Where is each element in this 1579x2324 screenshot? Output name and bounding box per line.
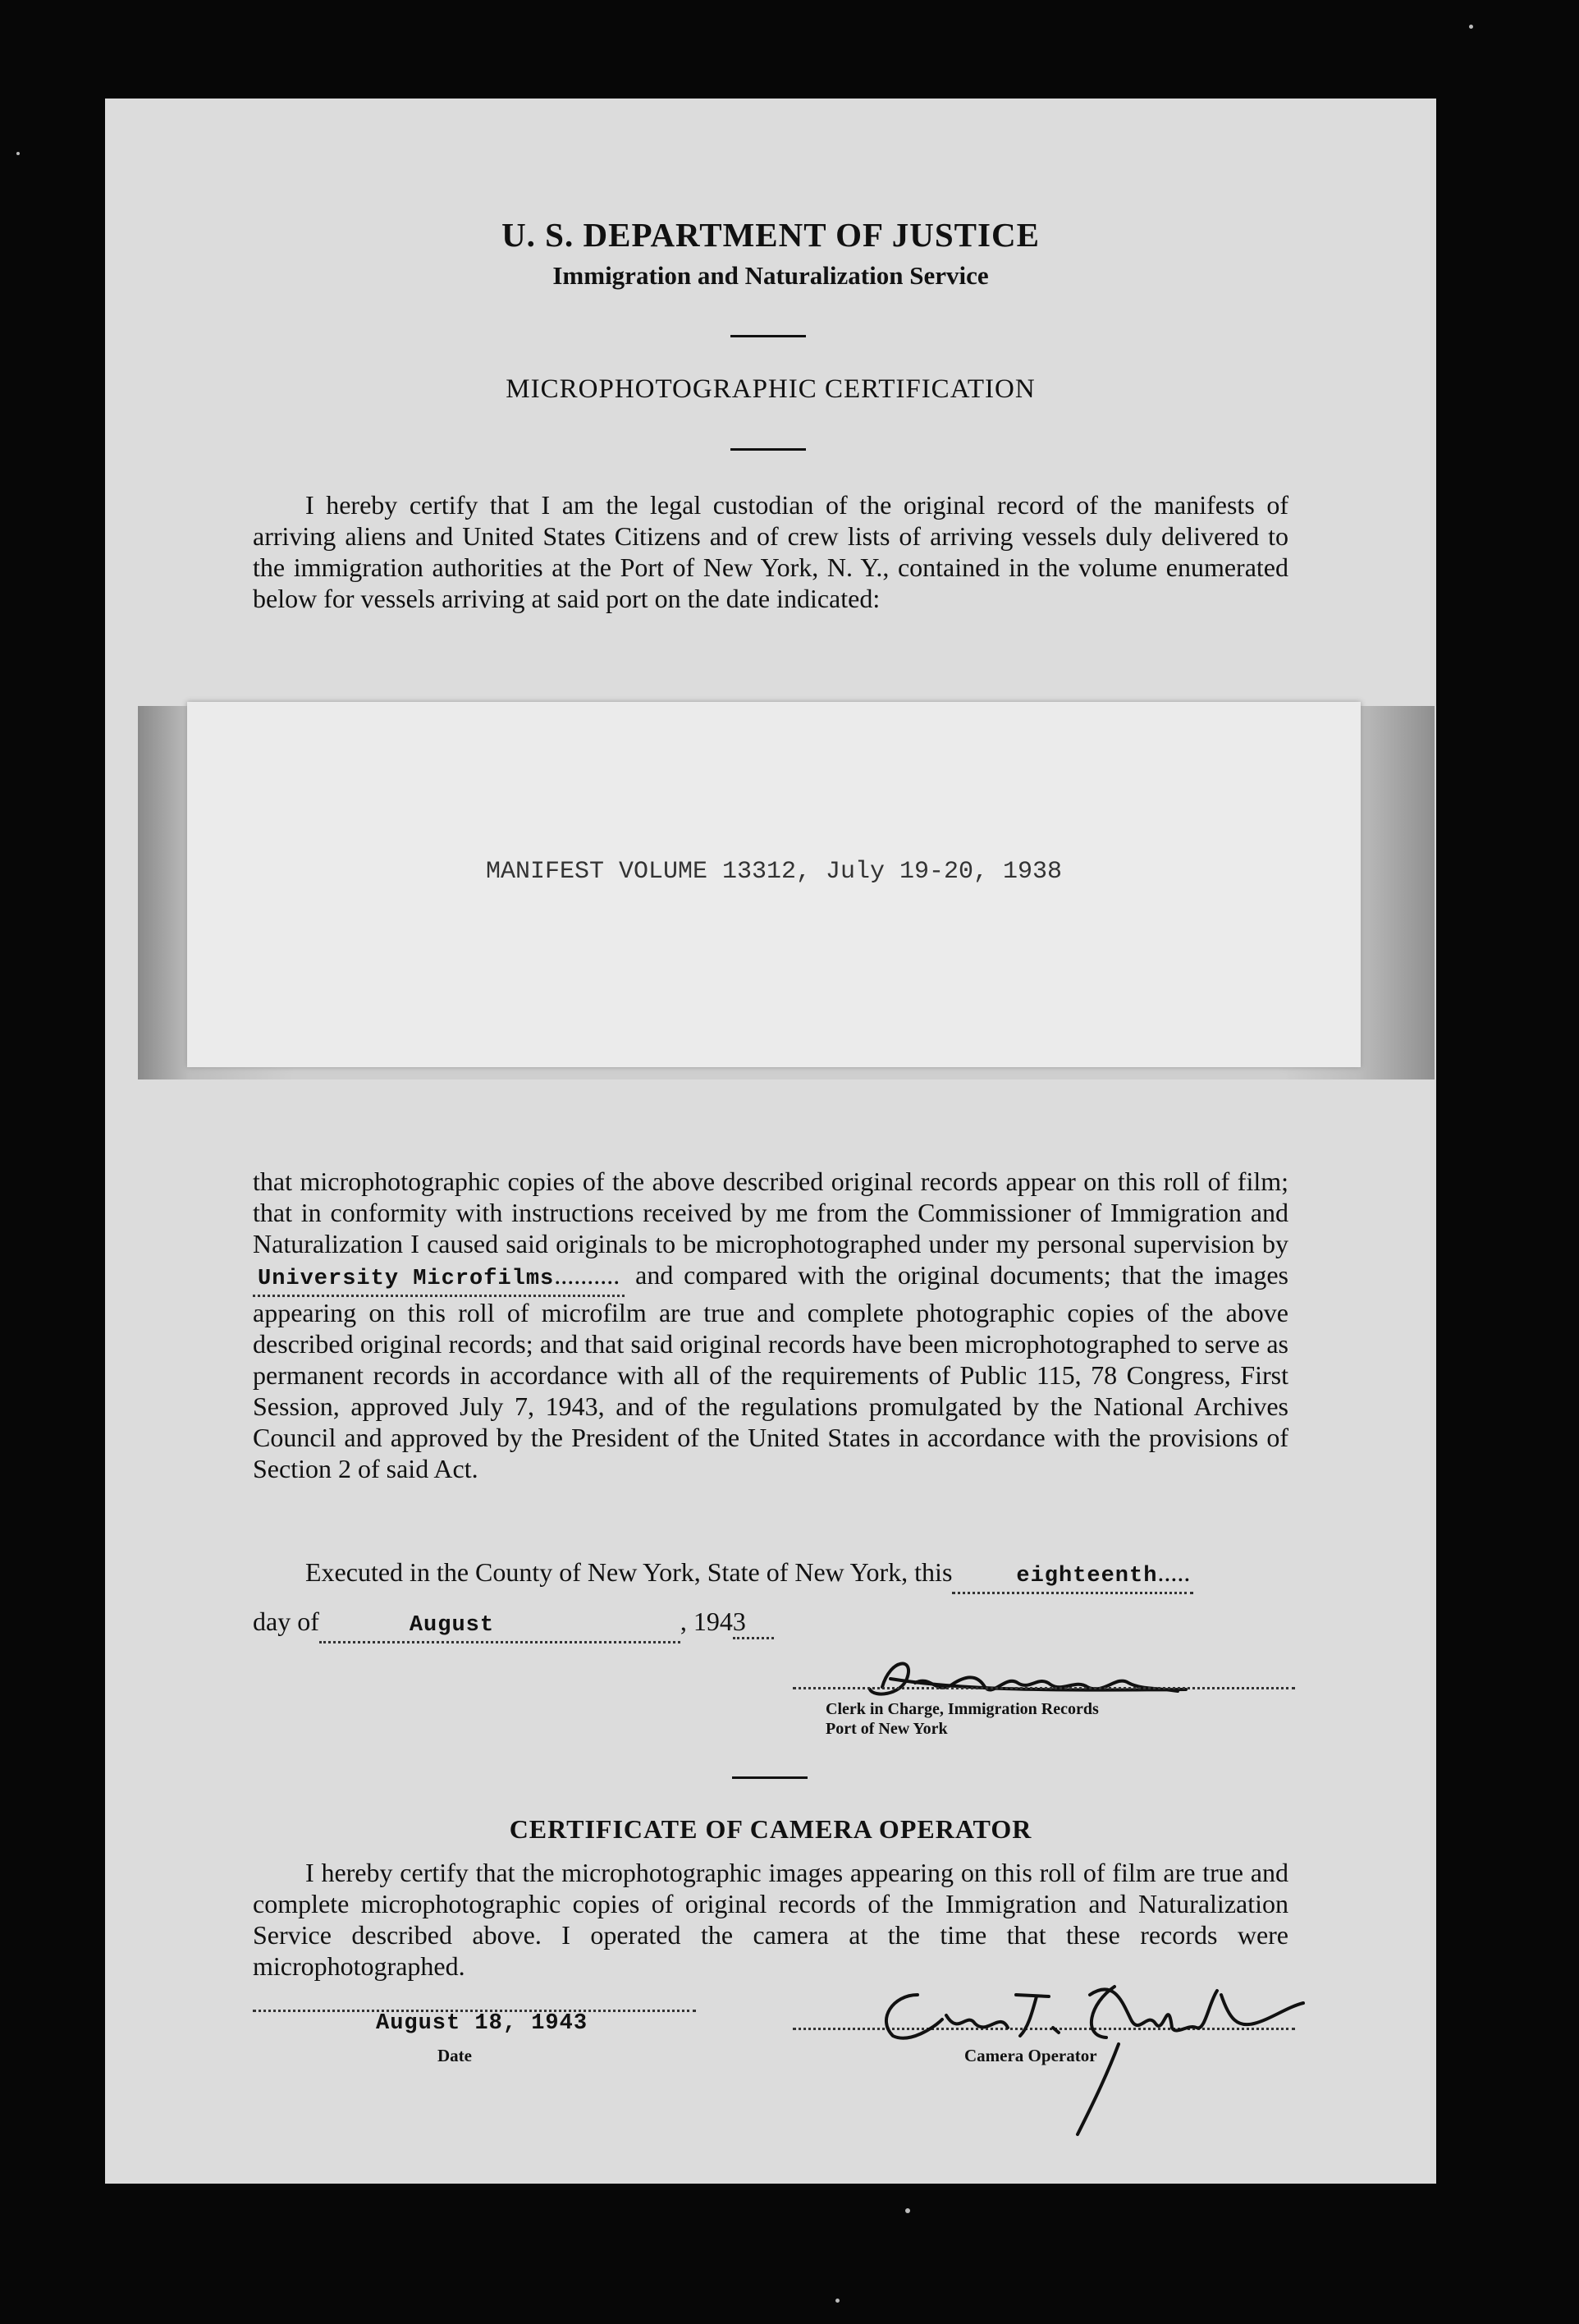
intro-paragraph: I hereby certify that I am the legal custodian of the original record of the manifests of arriving aliens and United States Citizens and of crew lists of arriving vessels duly delivered to the immigration authorities at the Port of New York, N. Y., contained in the volume enumerated below for vessels arriving at said port on the date indicated:: [253, 490, 1288, 613]
divider: [730, 335, 806, 337]
body-text-part1: that microphotographic copies of the above described original records appear on this roll of film; that in conformity with instructions received by me from the Commissioner of Immigration and Naturalization I caused said originals to be microphotographed under my personal supervision by: [253, 1167, 1288, 1258]
date-label: Date: [437, 2046, 472, 2065]
volume-insert-card: [187, 702, 1361, 1067]
clerk-title-line1: Clerk in Charge, Immigration Records: [826, 1700, 1099, 1718]
operator-paragraph: I hereby certify that the microphotographic images appearing on this roll of film are true and complete microphotographic copies of original records of the Immigration and Naturalization Service described above. I operated the camera at the time that these records were microphotographed.: [253, 1858, 1288, 1981]
day-of-label: day of: [253, 1607, 319, 1636]
body-text-part2: and compared with the original documents; that the images appearing on this roll of microfilm are true and complete photographic copies of the above described original records; and that said original records have been microphotographed to serve as permanent records in accordance with all of the requirements of Public 115, 78 Congress, First Session, approved July 7, 1943, and of the regulations promulgated by the National Archives Council and approved by the President of the United States in accordance with the provisions of Section 2 of said Act.: [253, 1260, 1289, 1483]
clerk-title-line2: Port of New York: [826, 1720, 948, 1738]
service-subtitle: Immigration and Naturalization Service: [552, 261, 989, 290]
volume-text: MANIFEST VOLUME 13312, July 19-20, 1938: [485, 858, 1063, 886]
clerk-signature-line: [793, 1687, 1295, 1689]
divider: [732, 1776, 808, 1779]
camera-operator-label: Camera Operator: [964, 2046, 1097, 2065]
day-of-line: [253, 1606, 1288, 1643]
camera-operator-signature: [844, 1946, 1336, 2143]
operator-date-value: August 18, 1943: [376, 2011, 588, 2036]
department-title: U. S. DEPARTMENT OF JUSTICE: [501, 216, 1040, 254]
photographer-field: University Microfilms..........: [253, 1259, 625, 1297]
film-speck: [905, 2208, 910, 2213]
film-speck: [16, 152, 20, 155]
film-speck: [1469, 25, 1473, 29]
clerk-title: [826, 1699, 1099, 1739]
year-digit: 3: [732, 1607, 746, 1636]
divider: [730, 448, 806, 451]
photographer-value: University Microfilms: [258, 1267, 555, 1291]
certification-title: MICROPHOTOGRAPHIC CERTIFICATION: [506, 374, 1036, 404]
day-value: eighteenth: [1016, 1564, 1158, 1588]
certificate-page: [105, 99, 1436, 2184]
film-speck: [835, 2299, 840, 2303]
executed-line: [253, 1556, 1288, 1594]
operator-section-title: CERTIFICATE OF CAMERA OPERATOR: [509, 1814, 1032, 1844]
month-field: [319, 1606, 680, 1643]
body-paragraph: [253, 1166, 1288, 1484]
year-field: [733, 1606, 774, 1639]
month-value: August: [409, 1613, 495, 1638]
executed-prefix: Executed in the County of New York, State of New York, this: [305, 1557, 953, 1587]
year-prefix: , 194: [680, 1607, 733, 1636]
day-field: eighteenth.....: [952, 1556, 1193, 1594]
